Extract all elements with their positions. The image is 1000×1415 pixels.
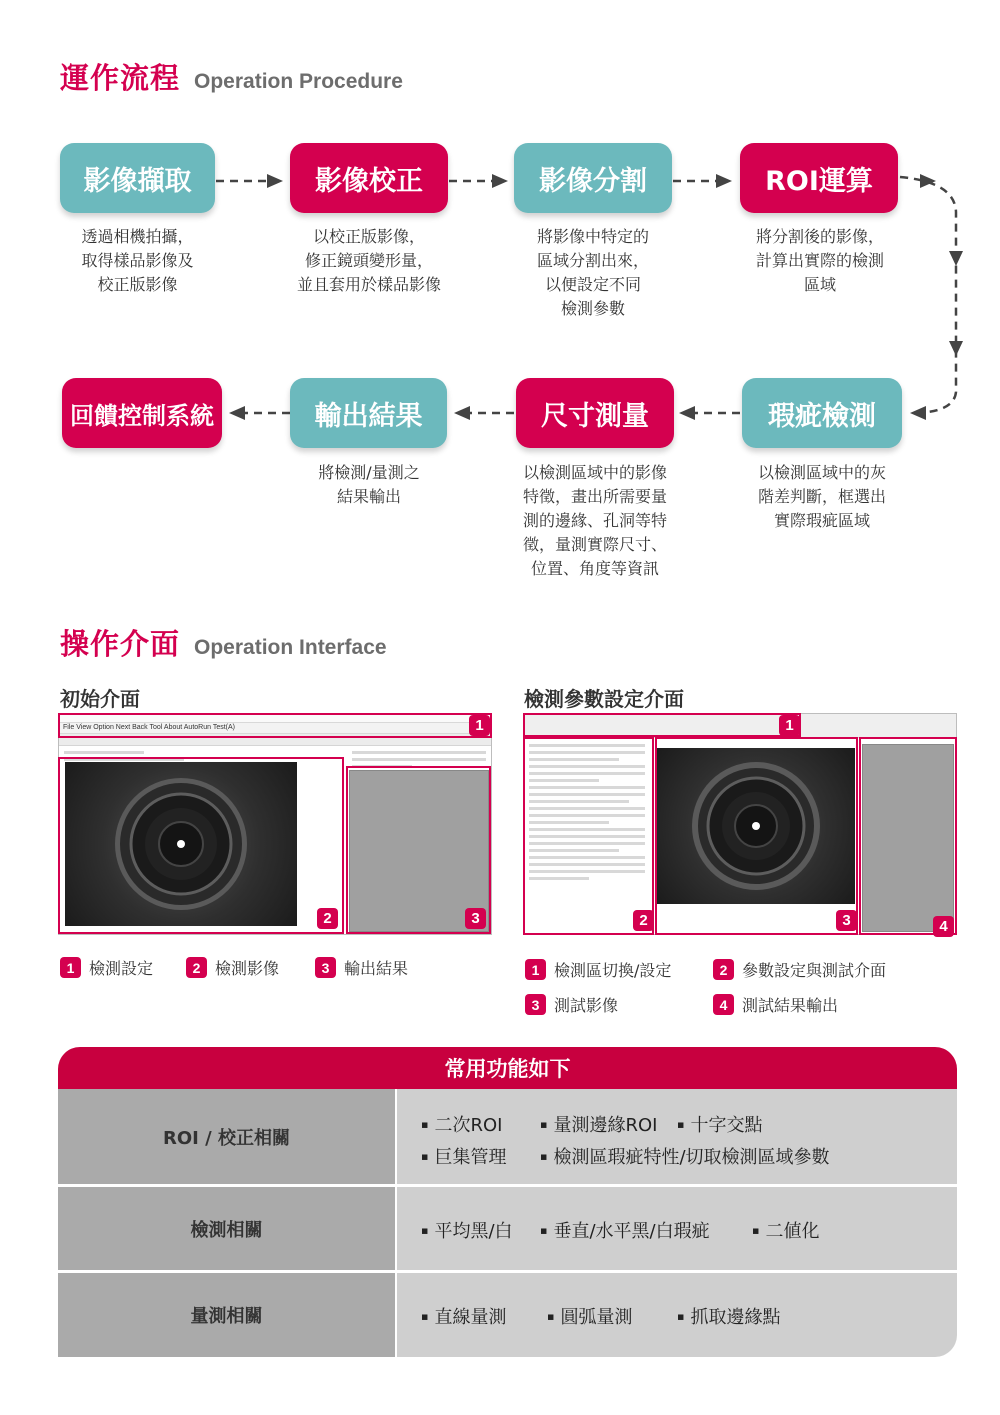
row-category: 檢測相關: [58, 1187, 395, 1270]
subtitle-param-interface: 檢測參數設定介面: [524, 687, 684, 711]
badge-r2: 2: [633, 910, 654, 931]
desc-segmentation: 將影像中特定的 區域分割出來， 以便設定不同 檢測參數: [536, 227, 649, 318]
highlight-r4: [859, 737, 957, 935]
feature-item: ▪ 二次ROI: [421, 1111, 502, 1137]
section-title-en: Operation Procedure: [194, 70, 403, 93]
desc-defect: 以檢測區域中的灰 階差判斷，框選出 實際瑕疵區域: [757, 463, 886, 530]
arrow-head-5: [949, 251, 963, 266]
highlight-r3: [655, 737, 858, 935]
section-title-interface: [60, 622, 387, 663]
feature-item: ▪ 量測邊緣ROI: [540, 1111, 657, 1137]
badge-r1: 1: [779, 715, 800, 736]
subtitle-initial-interface: 初始介面: [60, 687, 140, 711]
table-row-measurement: [58, 1273, 957, 1357]
badge-1: 1: [469, 715, 490, 736]
arrow-head-10: [229, 406, 245, 420]
legend-left-1: 1 檢測設定: [60, 956, 153, 979]
table-header: 常用功能如下: [58, 1047, 957, 1089]
feature-item: ▪ 垂直/水平黑/白瑕疵: [540, 1217, 710, 1243]
arrow-head-7: [910, 406, 926, 420]
highlight-1: [58, 713, 492, 738]
feature-item: ▪ 直線量測: [421, 1303, 506, 1329]
step-measure: 尺寸測量: [516, 378, 674, 448]
row-category: ROI / 校正相關: [58, 1089, 395, 1184]
step-roi: ROI運算: [740, 143, 898, 213]
feature-item: ▪ 平均黑/白: [421, 1217, 513, 1243]
highlight-r2: [523, 737, 654, 935]
legend-right-3: 3 測試影像: [525, 993, 618, 1016]
desc-calibration: 以校正版影像， 修正鏡頭變形量， 並且套用於樣品影像: [296, 227, 441, 294]
legend-right-1: 1 檢測區切換/設定: [525, 958, 671, 981]
feature-item: ▪ 巨集管理: [421, 1143, 506, 1169]
arrow-head-1: [267, 174, 283, 188]
highlight-r1: [523, 713, 801, 737]
menu-bar: File View Option Next Back Tool About AutoRun Test(A): [59, 723, 491, 734]
row-category: 量測相關: [58, 1273, 395, 1357]
legend-right-4: 4 測試結果輸出: [713, 993, 838, 1016]
feature-item: ▪ 檢測區瑕疵特性/切取檢測區域參數: [540, 1143, 830, 1169]
badge-r3: 3: [836, 910, 857, 931]
table-row-roi: [58, 1089, 957, 1184]
arrow-head-2: [492, 174, 508, 188]
table-row-inspection: [58, 1187, 957, 1270]
legend-right-2: 2 參數設定與測試介面: [713, 958, 886, 981]
step-output: 輸出結果: [290, 378, 447, 448]
desc-measure: 以檢測區域中的影像 特徵，畫出所需要量 測的邊緣、孔洞等特 徵，量測實際尺寸、 位置、角度等資訊: [522, 463, 667, 578]
feature-item: ▪ 圓弧量測: [547, 1303, 632, 1329]
badge-3: 3: [465, 908, 486, 929]
feature-item: ▪ 二値化: [752, 1217, 819, 1243]
arrow-head-8: [679, 406, 695, 420]
section-title-en: Operation Interface: [194, 636, 387, 659]
section-title-zh: 運作流程: [60, 61, 181, 95]
arrow-head-6: [949, 341, 963, 356]
legend-left-2: 2 檢測影像: [186, 956, 279, 979]
badge-r4: 4: [933, 916, 954, 937]
arrow-head-4: [920, 174, 936, 188]
arrow-head-9: [454, 406, 470, 420]
desc-roi: 將分割後的影像， 計算出實際的檢測 區域: [755, 227, 884, 294]
feature-item: ▪ 十字交點: [677, 1111, 762, 1137]
legend-left-3: 3 輸出結果: [315, 956, 408, 979]
desc-capture: 透過相機拍攝， 取得樣品影像及 校正版影像: [81, 227, 194, 294]
feature-table: [58, 1047, 957, 1357]
step-segmentation: 影像分割: [514, 143, 672, 213]
step-capture: 影像擷取: [60, 143, 215, 213]
step-defect: 瑕疵檢測: [742, 378, 902, 448]
badge-2: 2: [317, 908, 338, 929]
arrow-head-3: [716, 174, 732, 188]
highlight-2: [58, 757, 344, 934]
section-title-zh: 操作介面: [60, 627, 181, 661]
feature-item: ▪ 抓取邊緣點: [677, 1303, 780, 1329]
step-calibration: 影像校正: [290, 143, 448, 213]
step-feedback: 回饋控制系統: [62, 378, 222, 448]
desc-output: 將檢測/量測之 結果輸出: [318, 463, 420, 506]
